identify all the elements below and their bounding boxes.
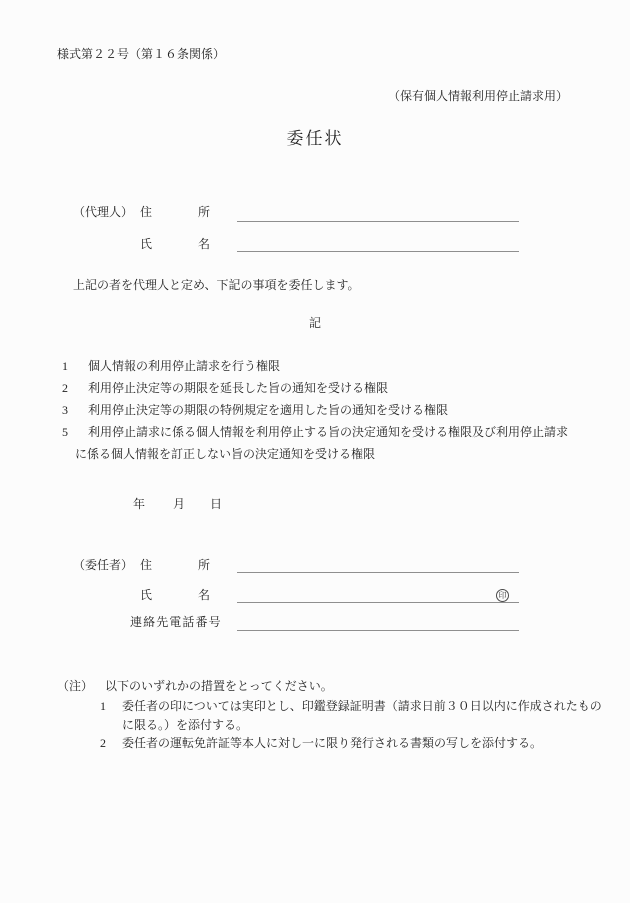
principal-name-field[interactable] <box>237 602 519 603</box>
list-item-text: 利用停止請求に係る個人情報を利用停止する旨の決定通知を受ける権限及び利用停止請求に係る個人情報を訂正しない旨の決定通知を受ける権限 <box>75 425 569 461</box>
date-year-label: 年 <box>133 497 146 511</box>
notes-label: （注） <box>57 679 94 693</box>
date-day-label: 日 <box>210 497 223 511</box>
notes-intro: 以下のいずれかの措置をとってください。 <box>105 679 333 693</box>
principal-address-label-first: 住 <box>140 558 153 572</box>
list-item-number: 3 <box>62 403 68 417</box>
note-item-number: 2 <box>100 736 106 750</box>
entrusted-heading: 記 <box>308 316 321 330</box>
agent-address-label-first: 住 <box>140 205 153 219</box>
seal-mark-text: 印 <box>498 590 507 600</box>
note-item-text: に限る。）を添付する。 <box>122 718 249 732</box>
list-item <box>62 355 576 377</box>
seal-icon <box>496 589 509 602</box>
agent-party-label: （代理人） <box>73 205 134 219</box>
list-item-text: 利用停止決定等の期限を延長した旨の通知を受ける権限 <box>88 381 389 395</box>
list-item-text: 個人情報の利用停止請求を行う権限 <box>88 359 281 373</box>
agent-address-field[interactable] <box>237 221 519 222</box>
principal-address-field[interactable] <box>237 572 519 573</box>
date-month-label: 月 <box>173 497 186 511</box>
principal-phone-label: 連絡先電話番号 <box>130 615 222 629</box>
note-item-number: 1 <box>100 699 106 713</box>
principal-name-label-second: 名 <box>198 588 211 602</box>
principal-phone-field[interactable] <box>237 630 519 631</box>
principal-address-label-second: 所 <box>198 558 211 572</box>
principal-party-label: （委任者） <box>73 558 134 572</box>
list-item-text: 利用停止決定等の期限の特例規定を適用した旨の通知を受ける権限 <box>88 403 449 417</box>
entrusted-list <box>62 355 576 465</box>
list-item-number: 1 <box>62 359 68 373</box>
principal-name-label-first: 氏 <box>140 588 153 602</box>
list-item-number: 2 <box>62 381 68 395</box>
document-title: 委任状 <box>286 129 344 148</box>
declaration-text: 上記の者を代理人と定め、下記の事項を委任します。 <box>73 278 360 292</box>
agent-name-label-first: 氏 <box>140 237 153 251</box>
agent-name-label-second: 名 <box>198 237 211 251</box>
list-item-number: 5 <box>62 425 68 439</box>
purpose-note: （保有個人情報利用停止請求用） <box>387 89 568 103</box>
form-number: 様式第２２号（第１６条関係） <box>57 47 226 61</box>
note-item-text: 委任者の運転免許証等本人に対し一に限り発行される書類の写しを添付する。 <box>122 736 543 750</box>
list-item <box>62 421 576 465</box>
list-item <box>62 377 576 399</box>
note-item-text: 委任者の印については実印とし、印鑑登録証明書（請求日前３０日以内に作成されたもの <box>122 699 602 713</box>
agent-address-label-second: 所 <box>198 205 211 219</box>
agent-name-field[interactable] <box>237 251 519 252</box>
list-item <box>62 399 576 421</box>
